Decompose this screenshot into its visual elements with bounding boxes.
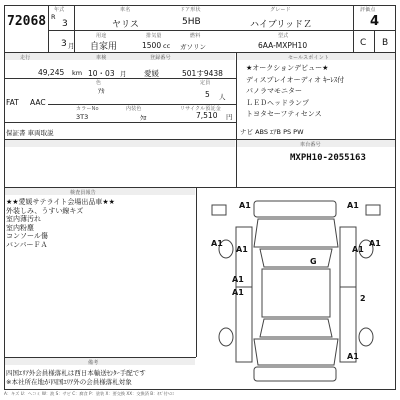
rear-bumper-outline	[254, 367, 336, 381]
sales-point-item: パノラマモニター	[246, 87, 302, 95]
label-color: 色	[96, 80, 102, 86]
label-model-code: 型式	[278, 33, 289, 39]
label-usage: 用途	[96, 33, 107, 39]
mirror-right	[366, 205, 380, 215]
damage-mark-front-right: A1	[347, 201, 359, 210]
color: ｱｶ	[98, 87, 105, 95]
damage-mark-right-wheel: A1	[369, 239, 381, 248]
sales-point-item: トヨタセーフティセンス	[246, 110, 322, 118]
label-interior-color: 内装色	[126, 106, 142, 112]
score: 4	[370, 14, 380, 29]
footer-legend: A：キズ U：ヘコミ W：波 S：サビ C：腐食 P：塗装 X：要交換 XX：交換済 B：ｷｽﾞ付ﾍｺﾐ	[4, 391, 175, 396]
sales-points-title: セールスポイント	[288, 55, 330, 61]
warranty: 保証書 車両取説	[6, 129, 54, 137]
label-fuel: 燃料	[190, 33, 201, 39]
door-type: 5HB	[182, 17, 201, 27]
grade: ハイブリッドＺ	[250, 20, 313, 30]
sales-points-list	[246, 63, 394, 121]
interior-grade: C	[360, 38, 367, 48]
chassis-label: 車台番号	[300, 142, 321, 148]
month-unit: 月	[68, 42, 75, 50]
inspection-date: 10・03	[88, 69, 115, 78]
mileage-unit: km	[72, 69, 83, 77]
sales-point-item: ★オークションデビュー★	[246, 64, 329, 72]
displacement: 1500	[142, 41, 162, 50]
damage-mark-front-left: A1	[239, 201, 251, 210]
aircon: AAC	[30, 98, 46, 107]
windshield-outline	[260, 249, 332, 267]
car-diagram	[196, 187, 396, 387]
color-code: 3T3	[76, 113, 89, 121]
wheel-rear-left	[219, 328, 233, 346]
mid-divider	[236, 139, 237, 187]
month-number: 3	[61, 39, 67, 49]
displacement-unit: cc	[163, 42, 171, 50]
rear-glass-outline	[260, 319, 332, 337]
inspector-title: 検査員報告	[70, 190, 97, 196]
year-era: R	[51, 13, 56, 21]
header-divider-lot	[48, 5, 49, 52]
label-color-code: カラーNo	[76, 106, 99, 112]
specs-header-band	[5, 53, 235, 60]
exterior-grade: B	[382, 38, 389, 48]
notes-title: 備考	[88, 360, 99, 366]
mileage: 49,245	[38, 68, 65, 77]
trunk-outline	[254, 339, 338, 365]
header-divider-score	[353, 5, 354, 52]
inspector-header-band	[5, 188, 195, 195]
inspector-item: 室内薄汚れ	[6, 215, 41, 223]
notes-header-band	[5, 358, 195, 365]
label-seats: 定員	[200, 80, 211, 86]
damage-mark-rear-left-door: A1	[232, 275, 244, 284]
hood-outline	[254, 219, 338, 247]
note-line-2: ※本社所在地が四国ｴﾘｱ外の会員様落札対象	[6, 378, 132, 386]
mirror-left	[212, 205, 226, 215]
recycle-unit: 円	[226, 113, 233, 121]
damage-mark-left-wheel: A1	[211, 239, 223, 248]
transmission: FAT	[6, 98, 19, 107]
damage-mark-front-right-door: A1	[352, 245, 364, 254]
note-line-1: 四国ｴﾘｱ外会員様落札は西日本輸送ｾﾝﾀｰ手配です	[6, 369, 146, 377]
sales-point-item: ＬＥＤヘッドランプ	[246, 98, 309, 107]
plate-number: 501す9438	[182, 69, 223, 78]
front-bumper-outline	[254, 201, 336, 217]
inspector-list	[6, 198, 194, 249]
label-recycle: リサイクル預託金	[180, 106, 221, 112]
frame-bottom	[4, 389, 396, 390]
label-year: 年式	[54, 7, 65, 13]
label-inspection: 車検	[96, 55, 107, 61]
sales-point-item: ディスプレイオーディオ ｷｰﾚｽ付	[246, 75, 345, 84]
recycle-amount: 7,510	[196, 111, 218, 120]
mid-band-left	[5, 140, 235, 147]
year-number: 3	[62, 19, 68, 29]
label-mileage: 走行	[20, 55, 31, 61]
inspector-item: バンパーＦＡ	[6, 240, 48, 249]
label-door-type: ドア形状	[180, 7, 201, 13]
equipment: ナビ ABS ｴｱB PS PW	[240, 128, 304, 136]
label-grade: グレード	[270, 7, 291, 13]
damage-mark-front-left-door: A1	[236, 245, 248, 254]
grade-ab-divider	[374, 30, 375, 52]
inspector-item: 室内粉塵	[6, 223, 34, 232]
damage-mark-rear-right: 2	[360, 294, 366, 303]
header-mid-line	[48, 30, 396, 31]
usage: 自家用	[90, 42, 118, 52]
model-name: ヤリス	[112, 20, 139, 30]
damage-mark-rear-bumper: A1	[347, 352, 359, 361]
roof-outline	[262, 269, 330, 317]
specs-row3-line	[4, 122, 236, 123]
damage-mark-roof: G	[310, 257, 317, 266]
frame-left	[4, 5, 5, 389]
inspector-item: ★★愛媛サテライト会場出品車★★	[6, 198, 115, 206]
wheel-rear-right	[359, 328, 373, 346]
inspection-unit: 月	[120, 70, 127, 78]
label-score: 評価点	[360, 7, 376, 13]
inspector-item: コンソール傷	[6, 232, 48, 240]
fuel: ガソリン	[180, 43, 206, 51]
seats-unit: 人	[219, 93, 226, 101]
specs-right-border	[236, 52, 237, 139]
region: 愛媛	[144, 69, 159, 78]
label-displacement: 排気量	[146, 33, 162, 39]
lot-number: 72068	[7, 14, 47, 29]
seats: 5	[205, 90, 210, 99]
interior-color: ｸﾛ	[140, 114, 147, 122]
damage-mark-rear-left: A1	[232, 288, 244, 297]
model-code: 6AA-MXPH10	[258, 41, 308, 50]
label-model-name: 車名	[120, 7, 131, 13]
label-region: 登録番号	[150, 55, 171, 61]
inspector-item: 外装しみ、うすい線キズ	[6, 206, 84, 215]
chassis-number: MXPH10-2055163	[290, 153, 366, 163]
